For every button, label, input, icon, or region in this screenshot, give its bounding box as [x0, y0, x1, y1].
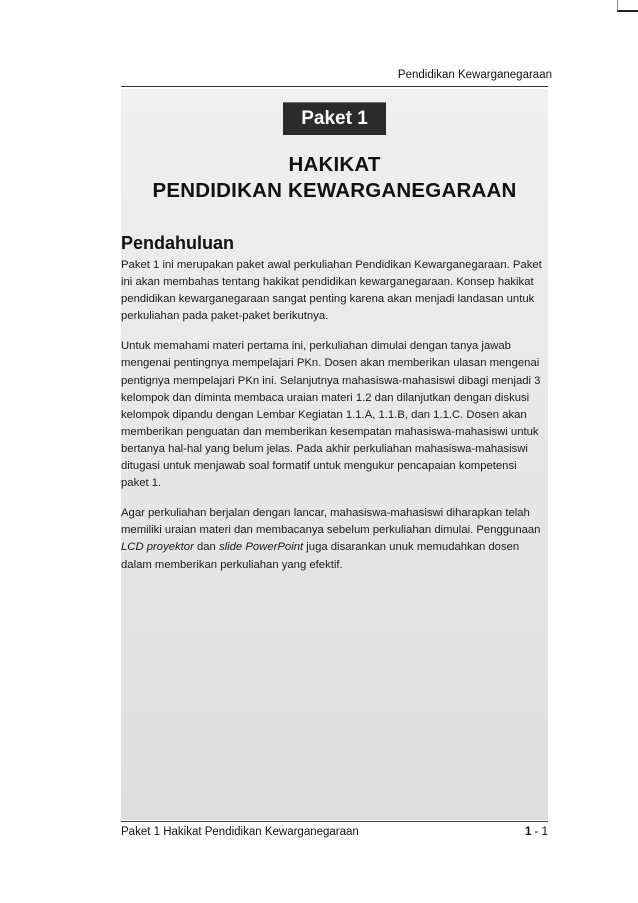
header-rule [121, 86, 548, 87]
chapter-title-line-2: PENDIDIKAN KEWARGANEGARAAN [152, 179, 517, 202]
paragraph-1: Paket 1 ini merupakan paket awal perkuliahan Pendidikan Kewarganegaraan. Paket ini akan membahas tentang hakikat pendidikan kewarganegaraan. Konsep hakikat pendidikan kewarganegaraan sangat penting karena akan menjadi landasan untuk perkuliahan pada paket-paket berikutnya. [121, 259, 542, 323]
paragraph-3-text-b: dan [193, 541, 219, 554]
paragraph-3-text-c: juga disarankan unuk memudahkan dosen dalam memberikan perkuliahan yang efektif. [121, 541, 520, 571]
corner-crop-mark [617, 0, 638, 12]
chapter-title-line-1: HAKIKAT [288, 153, 381, 176]
page-chapter-number: 1 [524, 826, 532, 838]
section-heading: Pendahuluan [121, 233, 235, 253]
page-number-separator: - [531, 826, 542, 838]
package-badge [283, 102, 386, 135]
chapter-title [121, 152, 548, 204]
paragraph-3-text-a: Agar perkuliahan berjalan dengan lancar, mahasiswa-mahasiswi diharapkan telah memiliki uraian materi dan membacanya sebelum perkuliahan dimulai. Penggunaan [121, 507, 541, 537]
paragraph-3 [121, 505, 545, 573]
paragraph-2: Untuk memahami materi pertama ini, perkuliahan dimulai dengan tanya jawab mengenai pentingnya mempelajari PKn. Dosen akan memberikan ulasan mengenai pentignya mempelajari PKn ini. Selanjutnya mahasiswa-mahasiswi dibagi menjadi 3 kelompok dan diminta membaca uraian materi 1.2 dan dilanjutkan dengan diskusi kelompok dipandu dengan Lembar Kegiatan 1.1.A, 1.1.B, dan 1.1.C. Dosen akan memberikan penguatan dan memberikan kesempatan mahasiswa-mahasiswi untuk bertanya hal-hal yang belum jelas. Pada akhir perkuliahan mahasiswa-mahasiswi ditugasi untuk menjawab soal formatif untuk mengukur pencapaian kompetensi paket 1. [121, 340, 541, 490]
body-text [121, 257, 545, 587]
footer-rule [121, 821, 548, 822]
powerpoint-term: slide PowerPoint [218, 541, 304, 554]
page-number-value: 1 [541, 826, 548, 838]
footer-title: Paket 1 Hakikat Pendidikan Kewarganegaraan [121, 826, 359, 838]
page-number [525, 826, 548, 838]
package-badge-label: Paket 1 [301, 108, 368, 129]
running-header: Pendidikan Kewarganegaraan [397, 69, 552, 81]
lcd-projector-term: LCD proyektor [121, 541, 194, 554]
